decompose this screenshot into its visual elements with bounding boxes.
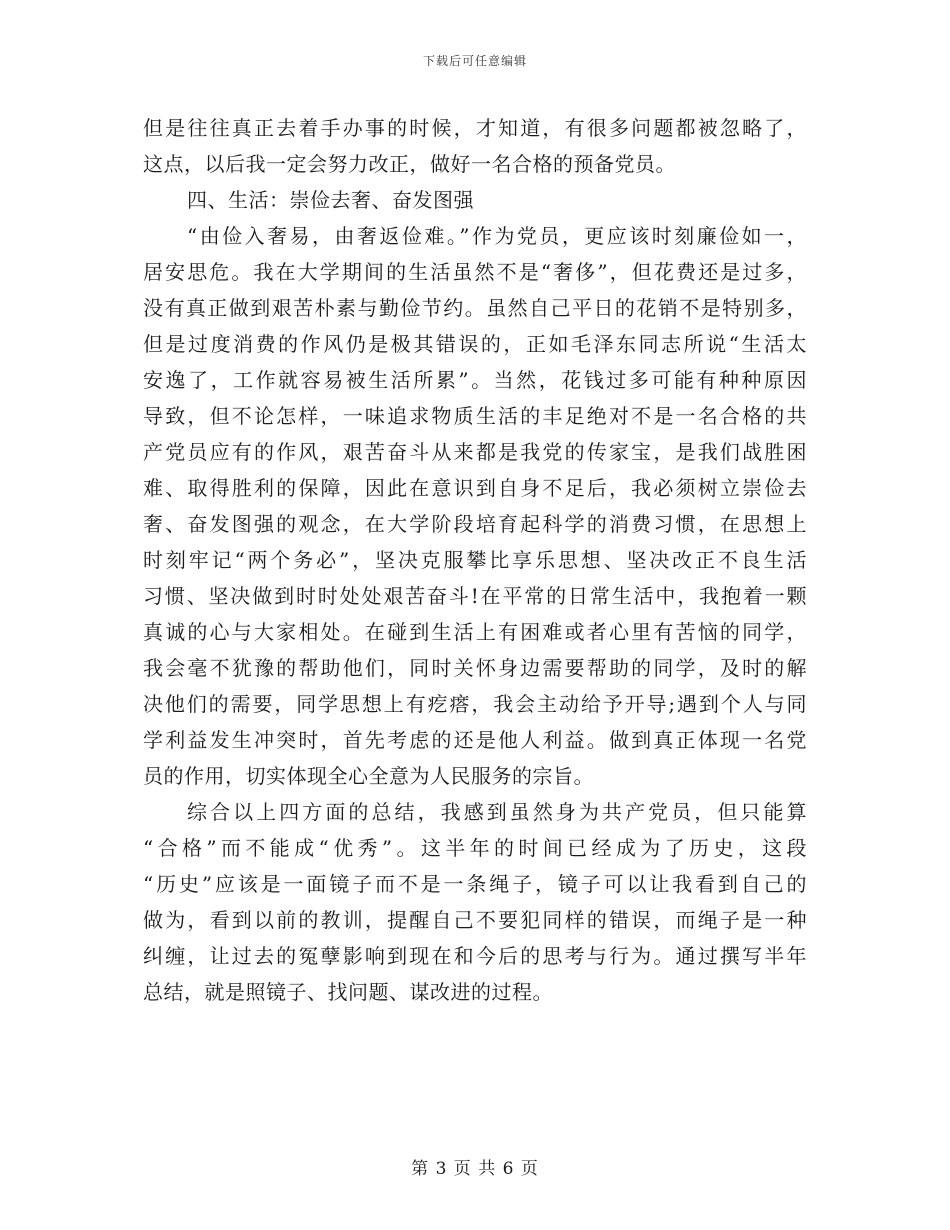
text-line: 决他们的需要，同学思想上有疙瘩，我会主动给予开导;遇到个人与同 [143,692,807,716]
text-line: 但是过度消费的作风仍是极其错误的，正如毛泽东同志所说“生活太 [143,332,807,356]
text-line: “由俭入奢易，由奢返俭难。”作为党员，更应该时刻廉俭如一， [187,224,807,248]
text-line: 安逸了，工作就容易被生活所累”。当然，花钱过多可能有种种原因 [143,368,807,392]
text-line: “历史”应该是一面镜子而不是一条绳子，镜子可以让我看到自己的 [143,872,807,896]
text-line: 时刻牢记“两个务必”，坚决克服攀比享乐思想、坚决改正不良生活 [143,548,807,572]
text-line: 做为，看到以前的教训，提醒自己不要犯同样的错误，而绳子是一种 [143,908,807,932]
text-line: 但是往往真正去着手办事的时候，才知道，有很多问题都被忽略了， [143,116,807,140]
text-line: 奢、奋发图强的观念，在大学阶段培育起科学的消费习惯，在思想上 [143,512,807,536]
page-number: 第 3 页 共 6 页 [411,1159,539,1179]
text-line: 综合以上四方面的总结，我感到虽然身为共产党员，但只能算 [187,800,807,824]
text-line: 习惯、坚决做到时时处处艰苦奋斗!在平常的日常生活中，我抱着一颗 [143,584,807,608]
text-line: 纠缠，让过去的冤孽影响到现在和今后的思考与行为。通过撰写半年 [143,944,807,968]
text-line: 难、取得胜利的保障，因此在意识到自身不足后，我必须树立崇俭去 [143,476,807,500]
page-header-note: 下载后可任意编辑 [422,54,527,68]
text-line: 学利益发生冲突时，首先考虑的还是他人利益。做到真正体现一名党 [143,728,807,752]
text-line: 没有真正做到艰苦朴素与勤俭节约。虽然自己平日的花销不是特别多， [143,296,807,320]
text-line: 员的作用，切实体现全心全意为人民服务的宗旨。 [143,764,594,788]
document-body [143,110,807,1010]
text-line: 居安思危。我在大学期间的生活虽然不是“奢侈”，但花费还是过多， [143,260,807,284]
text-line: 这点，以后我一定会努力改正，做好一名合格的预备党员。 [143,152,676,176]
text-line: 导致，但不论怎样，一味追求物质生活的丰足绝对不是一名合格的共 [143,404,807,428]
section-heading: 四、生活：崇俭去奢、奋发图强 [187,188,474,212]
text-line: 真诚的心与大家相处。在碰到生活上有困难或者心里有苦恼的同学， [143,620,807,644]
text-line: 我会毫不犹豫的帮助他们，同时关怀身边需要帮助的同学，及时的解 [143,656,807,680]
text-line: 总结，就是照镜子、找问题、谋改进的过程。 [143,980,553,1004]
text-line: “合格”而不能成“优秀”。这半年的时间已经成为了历史，这段 [143,836,807,860]
text-line: 产党员应有的作风，艰苦奋斗从来都是我党的传家宝，是我们战胜困 [143,440,807,464]
